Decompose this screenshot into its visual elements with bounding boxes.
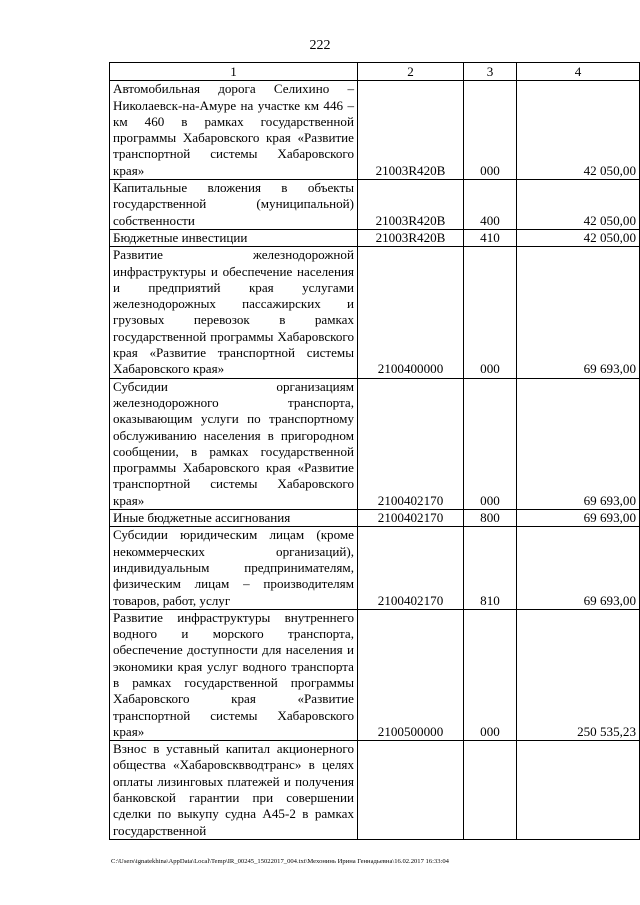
row-expense-type: 400 [464,180,517,230]
row-name: Взнос в уставный капитал акционерного общества «Хабаровсквводтранс» в целях оплаты лизинговых платежей и получения банковской гарантии при совершении сделки по выкупу судна А45-2 в рамках государственной [110,741,358,840]
row-expense-type: 410 [464,229,517,246]
row-amount: 250 535,23 [517,609,640,740]
row-expense-type [464,741,517,840]
table-row [110,510,640,527]
table-row [110,180,640,230]
row-target-code [358,741,464,840]
table-row [110,741,640,840]
budget-table [109,62,640,840]
row-name: Развитие железнодорожной инфраструктуры и обеспечение населения и предприятий края услугами железнодорожных пассажирских и грузовых перевозок в рамках государственной программы Хабаровского края «Развитие транспортной системы Хабаровского края» [110,247,358,378]
row-target-code: 2100402170 [358,510,464,527]
row-expense-type: 000 [464,609,517,740]
table-row [110,609,640,740]
row-name: Иные бюджетные ассигнования [110,510,358,527]
table-row [110,378,640,509]
row-amount: 69 693,00 [517,378,640,509]
table-row [110,229,640,246]
page-number: 222 [309,38,331,53]
header-cell-3: 3 [464,63,517,81]
table-row [110,81,640,180]
row-amount: 69 693,00 [517,247,640,378]
row-name: Бюджетные инвестиции [110,229,358,246]
row-target-code: 21003R420B [358,180,464,230]
file-path-footer: C:\Users\ignatekhina\AppData\Local\Temp\IR_00245_15022017_004.txt\Мехонинь Ирина Геннадьевна\16.02.2017 16:33:04 [111,858,449,865]
row-amount: 42 050,00 [517,180,640,230]
table-row [110,247,640,378]
row-name: Капитальные вложения в объекты государственной (муниципальной) собственности [110,180,358,230]
row-expense-type: 800 [464,510,517,527]
row-expense-type: 810 [464,527,517,609]
row-expense-type: 000 [464,81,517,180]
row-amount: 69 693,00 [517,527,640,609]
table-row [110,527,640,609]
row-name: Развитие инфраструктуры внутреннего водного и морского транспорта, обеспечение доступности для населения и экономики края услуг водного транспорта в рамках государственной программы Хабаровского края «Развитие транспортной системы Хабаровского края» [110,609,358,740]
row-expense-type: 000 [464,378,517,509]
row-amount [517,741,640,840]
row-name: Субсидии организациям железнодорожного транспорта, оказывающим услуги по транспортному обслуживанию населения в пригородном сообщении, в рамках государственной программы Хабаровского края «Развитие транспортной системы Хабаровского края» [110,378,358,509]
row-amount: 42 050,00 [517,81,640,180]
row-name: Субсидии юридическим лицам (кроме некоммерческих организаций), индивидуальным предпринимателям, физическим лицам – производителям товаров, работ, услуг [110,527,358,609]
row-target-code: 2100402170 [358,527,464,609]
row-target-code: 2100402170 [358,378,464,509]
row-amount: 42 050,00 [517,229,640,246]
table-header-row [110,63,640,81]
header-cell-4: 4 [517,63,640,81]
row-target-code: 21003R420B [358,229,464,246]
header-cell-1: 1 [110,63,358,81]
row-target-code: 21003R420B [358,81,464,180]
row-target-code: 2100400000 [358,247,464,378]
row-target-code: 2100500000 [358,609,464,740]
row-expense-type: 000 [464,247,517,378]
row-amount: 69 693,00 [517,510,640,527]
row-name: Автомобильная дорога Селихино – Николаевск-на-Амуре на участке км 446 – км 460 в рамках государственной программы Хабаровского края «Развитие транспортной системы Хабаровского края» [110,81,358,180]
header-cell-2: 2 [358,63,464,81]
